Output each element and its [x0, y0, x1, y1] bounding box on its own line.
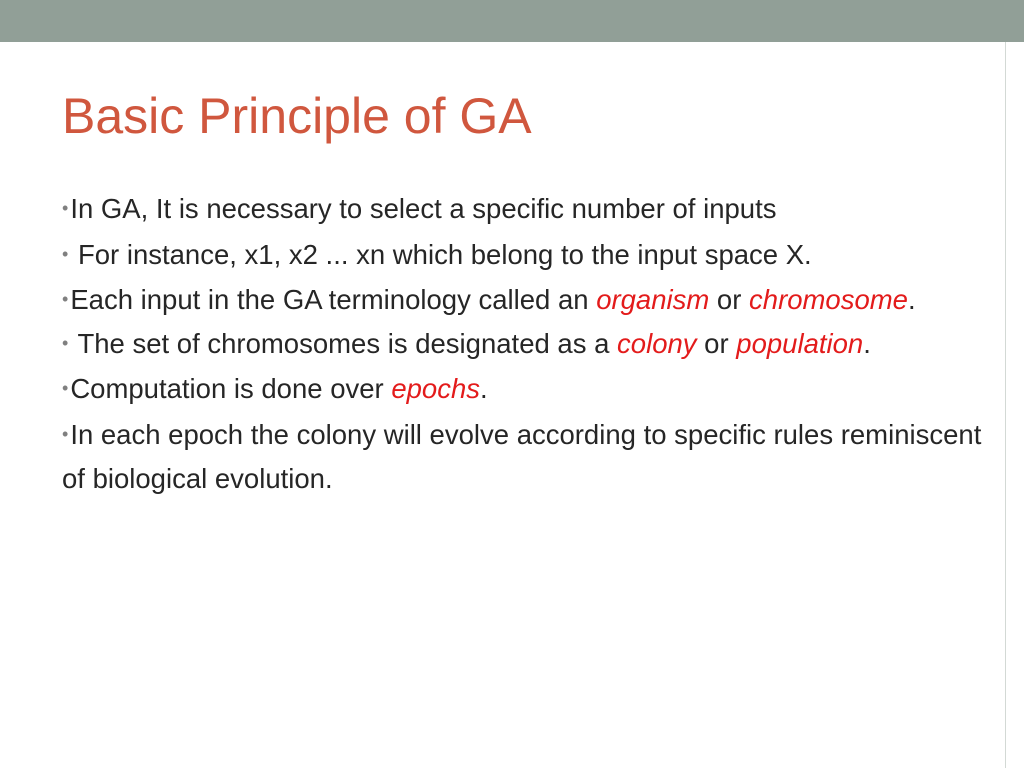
- emphasis-organism: organism: [596, 284, 710, 315]
- slide-title: Basic Principle of GA: [62, 88, 532, 144]
- bullet-item-6: [62, 412, 982, 501]
- bullet-glyph: •: [62, 289, 69, 309]
- bullet-glyph: •: [62, 424, 69, 444]
- bullet-text: .: [907, 284, 916, 315]
- bullet-text: .: [863, 328, 871, 359]
- bullet-text: In each epoch the colony will evolve according to specific rules reminiscent of biological evolution.: [62, 419, 982, 494]
- bullet-text: or: [709, 284, 750, 315]
- emphasis-population: population: [736, 328, 864, 359]
- bullet-text: The set of chromosomes is designated as a: [70, 328, 618, 359]
- bullet-list: [62, 186, 982, 502]
- bullet-text: .: [480, 373, 488, 404]
- bullet-glyph: •: [62, 333, 69, 353]
- bullet-item-2: [62, 232, 982, 277]
- bullet-text: or: [696, 328, 737, 359]
- right-divider-line: [1005, 42, 1006, 768]
- emphasis-chromosome: chromosome: [749, 284, 908, 315]
- bullet-text: For instance, x1, x2 ... xn which belong to the input space X.: [70, 239, 812, 270]
- bullet-item-3: [62, 278, 982, 321]
- bullet-glyph: •: [62, 378, 69, 398]
- top-accent-bar: [0, 0, 1024, 42]
- bullet-item-4: [62, 322, 982, 365]
- emphasis-colony: colony: [617, 328, 697, 359]
- bullet-text: Computation is done over: [70, 373, 392, 404]
- bullet-item-1: [62, 186, 982, 231]
- bullet-text: In GA, It is necessary to select a specific number of inputs: [70, 193, 777, 224]
- bullet-glyph: •: [62, 244, 69, 264]
- bullet-glyph: •: [62, 198, 69, 218]
- bullet-text: Each input in the GA terminology called an: [70, 284, 597, 315]
- bullet-item-5: [62, 366, 982, 411]
- emphasis-epochs: epochs: [391, 373, 481, 404]
